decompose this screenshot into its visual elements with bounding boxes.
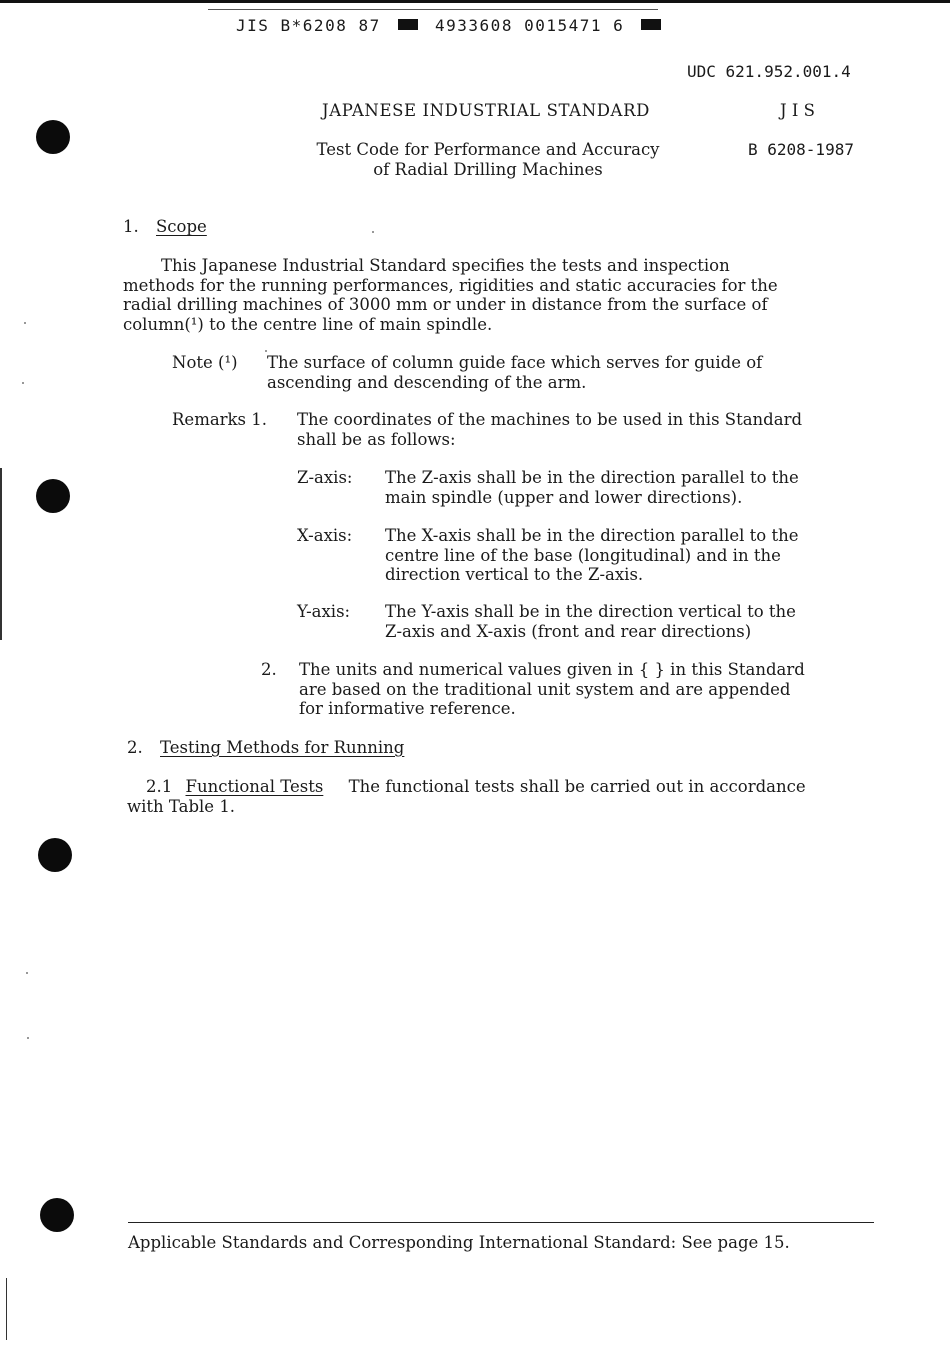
x-axis-label: X-axis: [297,526,353,545]
header-rule [208,9,658,10]
note-line: ascending and descending of the arm. [267,372,587,392]
paragraph-line: methods for the running performances, rigidities and static accuracies for the [123,275,778,295]
remarks-item-2-number: 2. [261,660,277,679]
section-title: Testing Methods for Running [160,738,405,757]
subsection-number: 2.1 [146,777,173,796]
section-title: Scope [156,217,207,236]
binder-hole [36,479,70,513]
subsection-text: The functional tests shall be carried out in accordance [348,777,806,796]
note-text [267,353,762,392]
subsection-2-1 [127,777,806,816]
paragraph-line: column(¹) to the centre line of main spindle. [123,314,493,334]
z-axis-text [385,468,799,507]
scan-speck [372,231,374,233]
footer-rule [128,1222,874,1223]
document-number: B 6208-1987 [748,140,854,159]
subsection-line: with Table 1. [127,796,236,816]
axis-line: main spindle (upper and lower directions). [385,487,743,507]
x-axis-text [385,526,798,585]
remarks-line: The units and numerical values given in { } in this Standard [299,660,805,679]
section-1-heading [123,217,207,237]
header-std-ref: JIS B*6208 87 [236,16,381,35]
axis-line: The X-axis shall be in the direction parallel to the [385,526,799,545]
paragraph-line: This Japanese Industrial Standard specifies the tests and inspection [161,256,730,275]
section-number: 2. [127,738,143,757]
scan-speck [24,322,26,324]
header-code [236,16,661,36]
udc-number: UDC 621.952.001.4 [687,62,851,81]
title-line-1: Test Code for Performance and Accuracy [316,140,660,159]
scope-paragraph [123,256,778,334]
paragraph-line: radial drilling machines of 3000 mm or under in distance from the surface of [123,295,768,314]
remarks-item-2 [299,660,805,719]
y-axis-label: Y-axis: [297,602,351,621]
remarks-line: for informative reference. [299,699,516,718]
binder-hole [40,1198,74,1232]
barcode-block-icon [398,19,418,30]
barcode-block-icon [641,19,661,30]
remarks-line: shall be as follows: [297,429,456,449]
note-label: Note (¹) [172,353,238,372]
section-number: 1. [123,217,139,236]
left-margin-rule-bottom [6,1278,7,1340]
note-line: The surface of column guide face which serves for guide of [267,353,763,372]
scan-speck [27,1037,29,1039]
document-title [296,140,680,179]
subsection-line [127,777,806,797]
standard-title: JAPANESE INDUSTRIAL STANDARD [322,101,650,120]
axis-line: The Y-axis shall be in the direction vertical to the [385,602,796,621]
title-line-2: of Radial Drilling Machines [373,159,603,179]
header-barcode-number: 4933608 0015471 6 [435,16,625,35]
axis-line: centre line of the base (longitudinal) and in the [385,545,781,565]
remarks-line: are based on the traditional unit system and are appended [299,679,791,699]
z-axis-label: Z-axis: [297,468,353,487]
axis-line: The Z-axis shall be in the direction parallel to the [385,468,799,487]
axis-line: Z-axis and X-axis (front and rear directions) [385,621,752,641]
jis-mark: J I S [780,101,815,120]
remarks-item-1 [297,410,802,449]
axis-line: direction vertical to the Z-axis. [385,565,644,584]
binder-hole [38,838,72,872]
scan-speck [265,350,267,352]
footer-note: Applicable Standards and Corresponding International Standard: See page 15. [128,1233,790,1252]
binder-hole [36,120,70,154]
section-2-heading [127,738,404,758]
left-margin-rule [0,468,2,640]
subsection-title: Functional Tests [185,777,324,796]
y-axis-text [385,602,796,641]
scan-speck [22,382,24,384]
remarks-label: Remarks 1. [172,410,268,429]
scan-speck [26,972,28,974]
remarks-line: The coordinates of the machines to be used in this Standard [297,410,803,429]
top-edge-rule [0,0,950,3]
